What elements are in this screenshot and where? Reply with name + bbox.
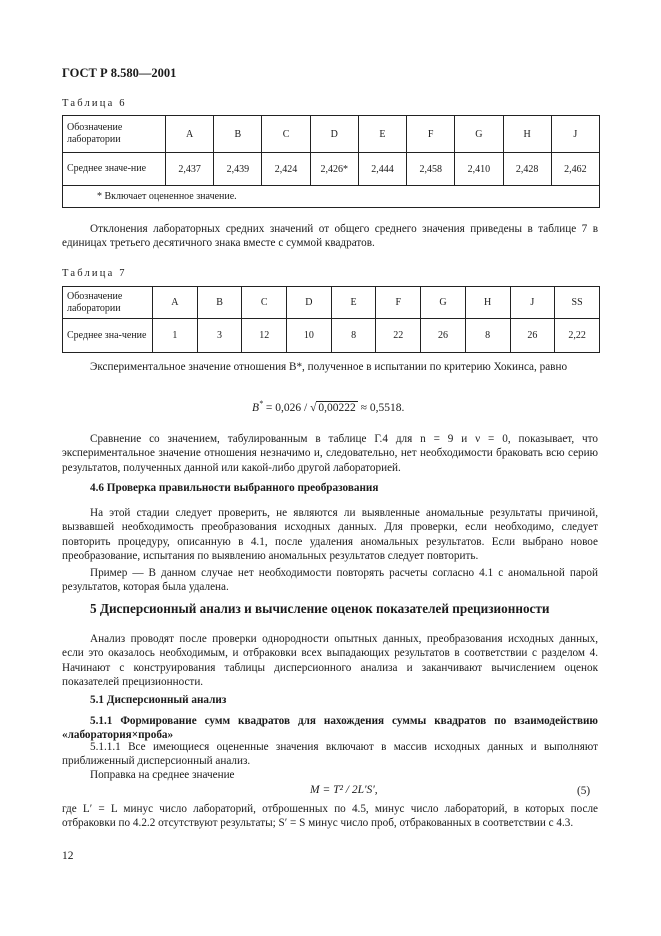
table7-lab: H [465, 287, 510, 319]
paragraph-5-1-1-1: 5.1.1.1 Все имеющиеся оцененные значения включают в массив исходных данных и выполняют приближенный дисперсионный анализ. [62, 741, 598, 768]
table6-lab: D [310, 116, 358, 153]
table6-header-label: Обозначение лаборатории [63, 116, 166, 153]
table6-value: 2,410 [455, 153, 503, 186]
section-4-6-heading: 4.6 Проверка правильности выбранного преобразования [90, 482, 379, 494]
table6 [62, 115, 600, 208]
table7-lab: J [510, 287, 555, 319]
paragraph-correction: Поправка на среднее значение [90, 769, 235, 781]
table6-value: 2,426* [310, 153, 358, 186]
table6-value: 2,439 [214, 153, 262, 186]
table7-value: 1 [153, 319, 198, 353]
table7-value: 26 [421, 319, 466, 353]
table7-value: 8 [465, 319, 510, 353]
table7-lab: B [197, 287, 242, 319]
formula-hawkins-lhs: B [252, 401, 260, 414]
table7-row-label: Среднее зна-чение [63, 319, 153, 353]
formula-correction: M = T² / 2L′S′, [310, 784, 378, 796]
formula-hawkins-rhs: ≈ 0,5518. [357, 401, 405, 414]
table7-value: 12 [242, 319, 287, 353]
table6-lab: C [262, 116, 310, 153]
paragraph-example: Пример — В данном случае нет необходимости повторять расчеты согласно 4.1 с аномальной парой результатов, которая была удалена. [62, 567, 598, 594]
table6-note: * Включает оцененное значение. [63, 186, 600, 208]
formula-hawkins: B* = 0,026 / √ 0,00222 ≈ 0,5518. [252, 399, 405, 414]
table7-lab: D [287, 287, 332, 319]
table7-lab: G [421, 287, 466, 319]
table7-header-label: Обозначение лаборатории [63, 287, 153, 319]
table7-value: 26 [510, 319, 555, 353]
formula-hawkins-sup: * [259, 399, 264, 408]
table6-lab: J [551, 116, 599, 153]
paragraph-comparison: Сравнение со значением, табулированным в таблице Г.4 для n = 9 и ν = 0, показывает, что экспериментальное значение отношения незначимо и, следовательно, нет необходимости браковать всю серию результатов, полученных данной или какой-либо другой лабораторией. [62, 433, 598, 474]
section-5-1-1-heading: 5.1.1 Формирование сумм квадратов для нахождения суммы квадратов по взаимодействию «лаборатория×проба» [62, 715, 598, 742]
paragraph-where: где L′ = L минус число лабораторий, отброшенных по 4.5, минус число лабораторий, в которых после отбраковки по 4.2.2 отсутствуют результаты; S′ = S минус число проб, отбракованных в соответствии с 4.3. [62, 803, 598, 830]
table7-lab: C [242, 287, 287, 319]
table7-lab: F [376, 287, 421, 319]
table7-value: 10 [287, 319, 332, 353]
table6-lab: E [358, 116, 406, 153]
table6-lab: H [503, 116, 551, 153]
table7-lab: E [331, 287, 376, 319]
table6-value: 2,462 [551, 153, 599, 186]
formula-number: (5) [577, 785, 591, 797]
formula-hawkins-eq: = 0,026 / [263, 401, 311, 414]
document-header: ГОСТ Р 8.580—2001 [62, 66, 177, 80]
table7-value: 8 [331, 319, 376, 353]
table6-caption: Таблица 6 [62, 98, 127, 109]
table6-lab: B [214, 116, 262, 153]
table6-value: 2,424 [262, 153, 310, 186]
table7 [62, 286, 600, 353]
section-5-1-heading: 5.1 Дисперсионный анализ [90, 694, 227, 706]
page-number: 12 [62, 850, 74, 862]
paragraph-analysis: Анализ проводят после проверки однородности опытных данных, преобразования исходных данных, если это оказалось необходимым, и отбраковки всех выпадающих результатов в соответствии с разделом 4. Начинают с конструирования таблицы дисперсионного анализа и заканчивают вычислением оценок показателей прецизионности. [62, 633, 598, 689]
section-5-heading: 5 Дисперсионный анализ и вычисление оценок показателей прецизионности [90, 601, 550, 616]
table6-row-label: Среднее значе-ние [63, 153, 166, 186]
table7-caption: Таблица 7 [62, 268, 127, 279]
table6-value: 2,428 [503, 153, 551, 186]
table6-lab: G [455, 116, 503, 153]
paragraph-deviations: Отклонения лабораторных средних значений от общего среднего значения приведены в таблице 7 в единицах третьего десятичного знака вместе с суммой квадратов. [62, 223, 598, 250]
table6-value: 2,437 [166, 153, 214, 186]
formula-hawkins-root: 0,00222 [318, 401, 356, 414]
table6-value: 2,444 [358, 153, 406, 186]
table6-value: 2,458 [407, 153, 455, 186]
paragraph-hawkins: Экспериментальное значение отношения В*, полученное в испытании по критерию Хокинса, равно [90, 361, 568, 373]
table6-lab: F [407, 116, 455, 153]
table6-lab: A [166, 116, 214, 153]
paragraph-check: На этой стадии следует проверить, не являются ли выявленные аномальные результаты причиной, вызвавшей необходимость преобразования исходных данных. Для проверки, если необходимо, следует повторить процедуру, описанную в 4.1, после удаления аномальных результатов. Если выбрано новое преобразование, испытания по выявлению аномальных результатов следует повторить. [62, 507, 598, 563]
table7-lab: SS [555, 287, 600, 319]
table7-lab: A [153, 287, 198, 319]
table7-value: 22 [376, 319, 421, 353]
table7-value: 3 [197, 319, 242, 353]
table7-value: 2,22 [555, 319, 600, 353]
